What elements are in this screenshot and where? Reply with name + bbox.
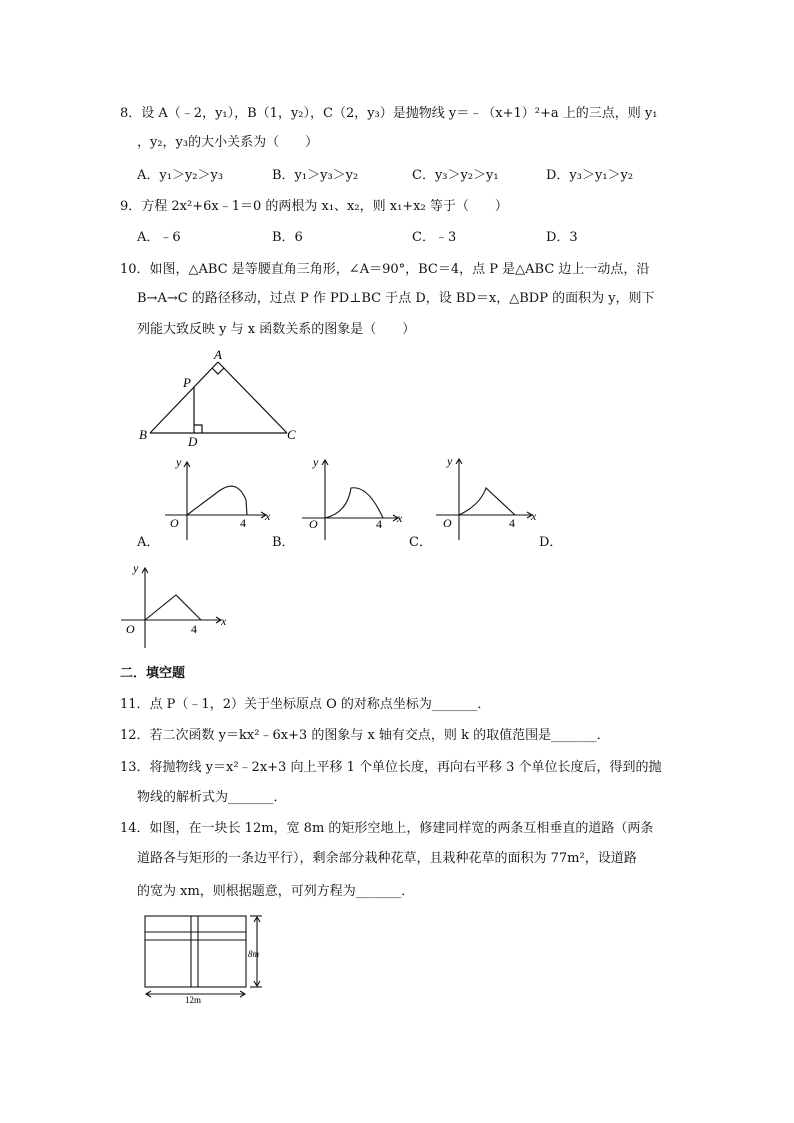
label-c: C [287,427,296,442]
label-a: A [214,347,222,362]
svg-text:x: x [265,509,271,523]
svg-text:4: 4 [509,516,515,530]
svg-text:x: x [221,614,227,628]
q9-option-b: B．6 [272,230,303,245]
q9-line1: 9．方程 2x²+6x﹣1＝0 的两根为 x₁、x₂，则 x₁+x₂ 等于（ ） [120,199,508,214]
q8-line1: 8．设 A（﹣2，y₁），B（1，y₂），C（2，y₃）是抛物线 y＝﹣（x+1）²+a 上的三点，则 y₁ [120,106,658,121]
q10-line1: 10．如图，△ABC 是等腰直角三角形，∠A＝90°，BC＝4，点 P 是△ABC 边上一动点，沿 [120,262,650,277]
q14-line3: 的宽为 xm，则根据题意，可列方程为_______． [137,884,415,899]
svg-text:x: x [397,511,403,525]
q9-option-d: D．3 [546,230,578,245]
svg-text:O: O [443,516,452,530]
q8-option-c: C．y₃＞y₂＞y₁ [412,168,499,183]
q8-line2: ，y₂，y₃的大小关系为（ ） [137,135,319,150]
q10-option-c: C． [409,535,432,550]
svg-text:4: 4 [376,517,382,531]
svg-text:O: O [126,622,135,636]
label-b: B [139,427,147,442]
q8-option-d: D．y₃＞y₁＞y₂ [546,168,634,183]
svg-text:y: y [133,561,139,575]
q14-line1: 14．如图，在一块长 12m，宽 8m 的矩形空地上，修建同样宽的两条互相垂直的道路（两条 [120,821,654,836]
q13-line1: 13．将抛物线 y＝x²﹣2x+3 向上平移 1 个单位长度，再向右平移 3 个单位长度后，得到的抛 [120,760,662,775]
svg-text:y: y [313,455,319,469]
svg-text:4: 4 [240,516,246,530]
q10-option-a: A． [137,535,160,550]
q9-option-c: C．﹣3 [412,230,457,245]
q13-line2: 物线的解析式为_______． [137,790,287,805]
label-p: P [183,375,191,390]
q14-line2: 道路各与矩形的一条边平行），剩余部分栽种花草，且栽种花草的面积为 77m²，设道路 [137,851,637,866]
svg-text:4: 4 [191,622,197,636]
svg-text:O: O [309,517,318,531]
label-length-12m: 12m [185,995,202,1005]
field-rectangle [145,916,246,987]
q11-line1: 11．点 P（﹣1，2）关于坐标原点 O 的对称点坐标为_______． [120,697,491,712]
svg-text:y: y [447,454,453,468]
q8-option-b: B．y₁＞y₃＞y₂ [272,168,359,183]
label-width-8m: 8m [248,949,259,959]
q10-option-b: B． [272,535,295,550]
q10-option-d: D． [539,535,563,550]
svg-text:x: x [531,509,537,523]
q10-line3: 列能大致反映 y 与 x 函数关系的图象是（ ） [137,322,416,337]
q12-line1: 12．若二次函数 y＝kx²﹣6x+3 的图象与 x 轴有交点，则 k 的取值范围是_______． [120,728,610,743]
q8-option-a: A．y₁＞y₂＞y₃ [137,168,224,183]
q10-line2: B→A→C 的路径移动，过点 P 作 PD⊥BC 于点 D，设 BD＝x，△BDP 的面积为 y，则下 [137,291,655,306]
q9-option-a: A．﹣6 [137,230,181,245]
svg-text:y: y [176,455,182,469]
section-title-fill-in: 二．填空题 [120,666,186,681]
label-d: D [188,434,198,449]
svg-text:O: O [170,516,179,530]
